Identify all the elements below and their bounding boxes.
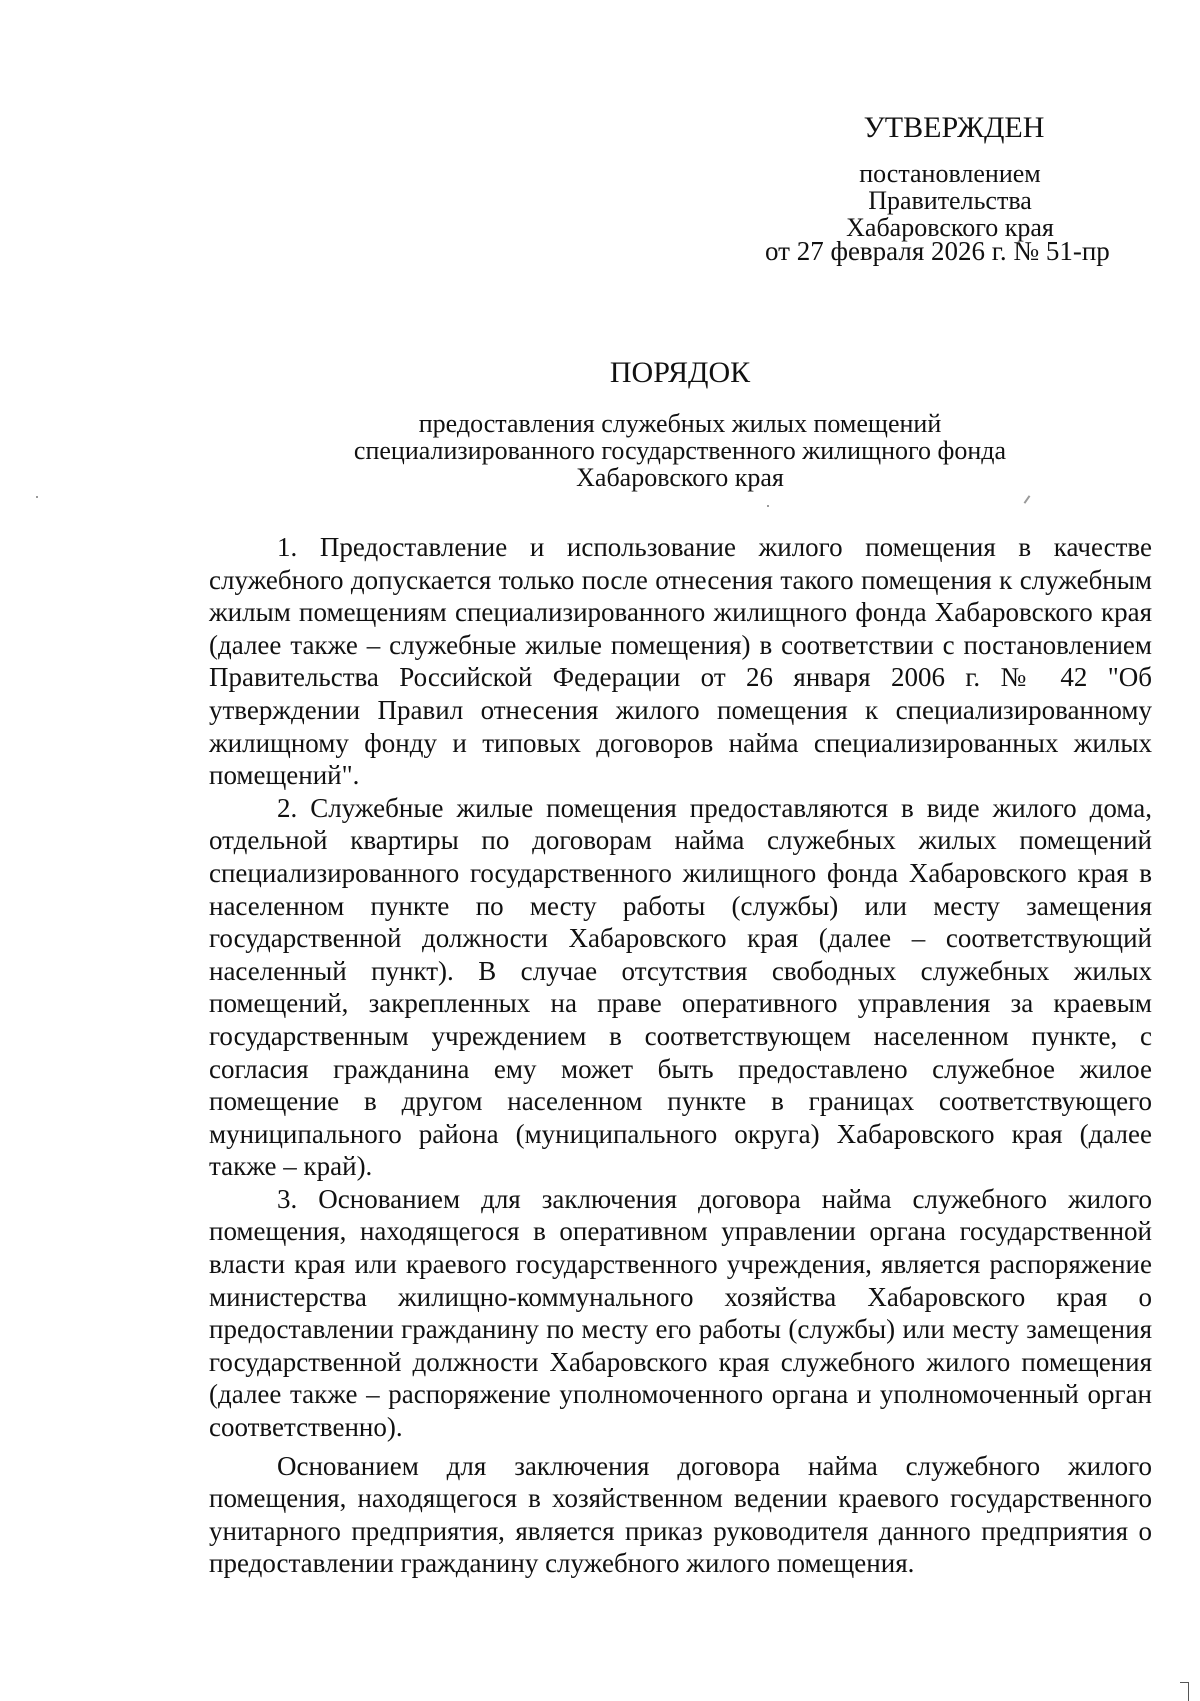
paragraph: 2. Служебные жилые помещения предоставляются в виде жилого дома, отдельной квартиры по договорам найма служебных жилых помещений специализированного государственного жилищного фонда Хабаровского края в населенном пункте по месту работы (службы) или месту замещения государственной должности Хабаровского края (далее – соответствующий населенный пункт). В случае отсутствия свободных служебных жилых помещений, закрепленных на праве оперативного управления за краевым государственным учреждением в соответствующем населенном пункте, с согласия гражданина ему может быть предоставлено служебное жилое помещение в другом населенном пункте в границах соответствующего муниципального района (муниципального округа) Хабаровского края (далее также – край). — [209, 792, 1152, 1182]
document-title: ПОРЯДОК — [609, 356, 751, 389]
approval-date: от 27 февраля 2026 г. № 51-пр — [765, 236, 1110, 266]
document-subtitle-line: Хабаровского края — [576, 463, 784, 492]
document-body — [209, 531, 1152, 1580]
approval-heading: УТВЕРЖДЕН — [863, 111, 1045, 144]
title-block — [200, 354, 1160, 491]
scan-tick — [1024, 495, 1031, 504]
scan-dot — [767, 505, 769, 507]
scan-dot — [36, 496, 38, 498]
approval-line: Правительства — [868, 186, 1032, 215]
document-subtitle-line: специализированного государственного жилищного фонда — [353, 436, 1007, 465]
approval-block — [760, 108, 1140, 241]
paragraph: 3. Основанием для заключения договора найма служебного жилого помещения, находящегося в оперативном управлении органа государственной власти края или краевого государственного учреждения, является распоряжение министерства жилищно-коммунального хозяйства Хабаровского края о предоставлении гражданину по месту его работы (службы) или месту замещения государственной должности Хабаровского края служебного жилого помещения (далее также – распоряжение уполномоченного органа и уполномоченный орган соответственно). — [209, 1183, 1152, 1443]
paragraph: 1. Предоставление и использование жилого помещения в качестве служебного допускается только после отнесения такого помещения к служебным жилым помещениям специализированного жилищного фонда Хабаровского края (далее также – служебные жилые помещения) в соответствии с постановлением Правительства Российской Федерации от 26 января 2006 г. № 42 "Об утверждении Правил отнесения жилого помещения к специализированному жилищному фонду и типовых договоров найма специализированных жилых помещений". — [209, 532, 1152, 791]
document-subtitle-line: предоставления служебных жилых помещений — [418, 409, 942, 438]
approval-line: Хабаровского края — [846, 213, 1054, 242]
scan-corner-mark — [1188, 1682, 1189, 1701]
approval-line: постановлением — [859, 159, 1041, 188]
paragraph: Основанием для заключения договора найма служебного жилого помещения, находящегося в хозяйственном ведении краевого государственного унитарного предприятия, является приказ руководителя данного предприятия о предоставлении гражданину служебного жилого помещения. — [209, 1450, 1152, 1579]
scan-corner-mark — [1180, 1682, 1189, 1683]
